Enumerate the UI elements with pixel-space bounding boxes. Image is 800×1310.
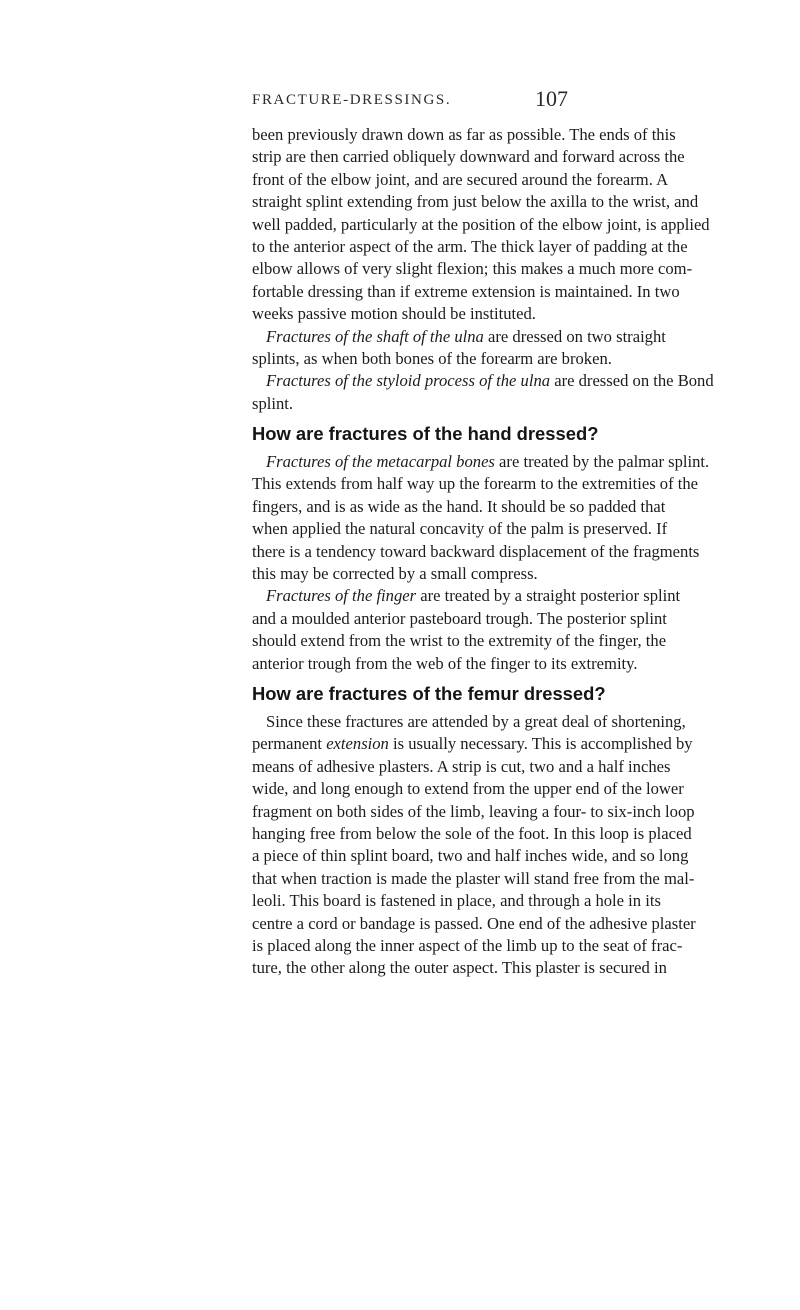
text-line: that when traction is made the plaster will stand free from the mal- [252, 868, 695, 888]
text-line: is placed along the inner aspect of the limb up to the seat of frac- [252, 935, 683, 955]
text-line: fragment on both sides of the limb, leaving a four- to six-inch loop [252, 801, 695, 821]
text-line [252, 326, 666, 348]
text-line: should extend from the wrist to the extremity of the finger, the [252, 631, 667, 651]
text-line: well padded, particularly at the position of the elbow joint, is applied [252, 214, 710, 234]
text-line: This extends from half way up the forearm to the extremities of the [252, 474, 699, 494]
text-line: hanging free from below the sole of the foot. In this loop is placed [252, 823, 692, 843]
text-line [252, 585, 681, 607]
text-span: are dressed on the Bond [550, 371, 714, 391]
text-line [252, 370, 714, 392]
text-line: means of adhesive plasters. A strip is cut, two and a half inches [252, 756, 671, 776]
section-heading-femur: How are fractures of the femur dressed? [252, 682, 606, 704]
text-line [252, 451, 710, 473]
text-line: this may be corrected by a small compress. [252, 564, 538, 584]
text-line: front of the elbow joint, and are secured around the forearm. A [252, 169, 669, 189]
text-line: splint. [252, 393, 294, 413]
text-line: fortable dressing than if extreme extension is maintained. In two [252, 281, 680, 301]
text-span: are treated by the palmar splint. [494, 452, 710, 472]
text-line: splints, as when both bones of the forearm are broken. [252, 348, 612, 368]
page-number: 107 [535, 86, 568, 111]
text-line: Since these fractures are attended by a great deal of shortening, [266, 711, 686, 731]
italic-term: Fractures of the shaft of the ulna [266, 326, 484, 346]
text-span: is usually necessary. This is accomplished by [388, 734, 693, 754]
text-span: permanent [252, 734, 327, 754]
text-line: wide, and long enough to extend from the upper end of the lower [252, 779, 684, 799]
text-line: elbow allows of very slight flexion; this makes a much more com- [252, 259, 693, 279]
text-line: leoli. This board is fastened in place, and through a hole in its [252, 891, 661, 911]
running-head [252, 86, 568, 116]
section-heading-hand: How are fractures of the hand dressed? [252, 423, 599, 445]
running-head-title: FRACTURE-DRESSINGS. [252, 92, 452, 108]
italic-term: Fractures of the styloid process of the ulna [266, 371, 551, 391]
text-line: fingers, and is as wide as the hand. It should be so padded that [252, 496, 666, 516]
body-text [252, 124, 714, 980]
text-line: ture, the other along the outer aspect. This plaster is secured in [252, 958, 667, 978]
italic-term: extension [326, 734, 389, 754]
text-line: a piece of thin splint board, two and half inches wide, and so long [252, 846, 689, 866]
text-line: to the anterior aspect of the arm. The thick layer of padding at the [252, 236, 688, 256]
text-line: when applied the natural concavity of the palm is preserved. If [252, 519, 668, 539]
text-line: centre a cord or bandage is passed. One end of the adhesive plaster [252, 913, 696, 933]
text-line: strip are then carried obliquely downward and forward across the [252, 147, 685, 167]
text-span: are treated by a straight posterior splint [416, 586, 681, 606]
text-line: and a moulded anterior pasteboard trough. The posterior splint [252, 608, 667, 628]
text-line: weeks passive motion should be instituted. [252, 304, 536, 324]
text-span: are dressed on two straight [483, 326, 666, 346]
text-line: there is a tendency toward backward displacement of the fragments [252, 541, 700, 561]
text-line: anterior trough from the web of the finger to its extremity. [252, 653, 638, 673]
text-line: straight splint extending from just below the axilla to the wrist, and [252, 192, 699, 212]
text-line: been previously drawn down as far as possible. The ends of this [252, 125, 676, 144]
italic-term: Fractures of the metacarpal bones [266, 452, 495, 472]
text-line [252, 733, 693, 755]
italic-term: Fractures of the finger [266, 586, 417, 606]
